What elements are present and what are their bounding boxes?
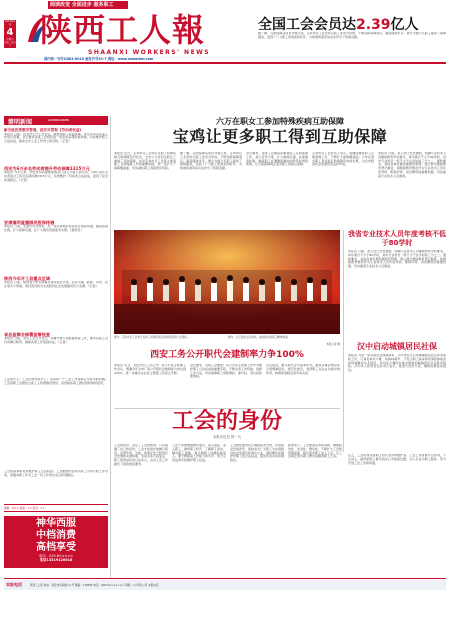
sidebar-item-body: 本报讯 日前，安康市出台政策，进一步完善城乡居民医疗保险待遇，提高报销比例，扩大保障范围，让广大群众得到更多实惠。（通讯员） [4,225,108,232]
bottom-col5: 总之，工会的身份是职工的代表者和维护者。工会工作者要牢记使命，不忘初心，始终把职工群众放在心中最高位置，全心全意为职工服务，努力开创工会工作新局面。 [348,454,446,465]
sidebar-item-title: 省总监察会部署监督检查 [4,332,51,337]
sidebar-item-title: 陕西今年开工县重点区域 [4,276,51,281]
sidebar-editor-line: 编辑：刘×× 美编：×× 校对：×× [4,504,108,512]
lead-kicker: 六万在职女工参加特殊疾病互助保障 [216,117,344,126]
right-story-1-headline: 我省专业技术人员年度考核不低于80学时 [348,230,446,247]
bottom-section-rule [114,408,340,409]
sidebar-lower-text: 工会是什么？工会的身份是什么？这是每一个工会工作者都应当思考的问题。工会是职工自愿结合的工人阶级群众组织，是党联系职工群众的桥梁和纽带。 [4,378,108,385]
mid-story-headline: 西安工务公开职代会建制率力争100% [150,350,304,360]
sidebar-item-body: 本报讯 今年以来，西安市劳动保障监察部门深入开展专项行动，为6万余名劳动者追讨工资及各项待遇1315万元，有效维护了劳动者合法权益，促进了社会和谐稳定。（记者） [4,171,108,182]
top-headline-body: 据了解，互助保障活动自开展以来，宝鸡市总工会坚持以职工需求为导向，不断创新保障项目，提高保障水平，累计为数万名职工提供了保障服务，受到了广大职工的欢迎和好评，为构建和谐劳动关系作出了积极贡献。 [258,32,446,39]
lead-story [114,116,446,147]
sidebar [4,116,108,578]
photo-caption-right: 图为：文艺演出活动现场，参加演出的职工精神饱满。 [228,336,291,339]
bottom-col1: 工会的身份，决定了工会的使命。只有明确了自己的身份，工会才能更好地履行职责，发挥作用。当前，我国正处于经济社会发展的关键时期，劳动关系日趋复杂，职工的利益诉求日益多元，这对工会工作提出了新的更高要求。 [114,444,168,466]
mid-body-col2: 会议要求，各级工会要把厂务公开民主管理工作作为维护职工合法权益的重要手段，不断完善工作机制，创新工作方法，切实保障职工的知情权、参与权、表达权和监督权。 [190,364,262,379]
photo-caption-left: 图为：宝鸡市总工会举行女职工特殊疾病互助保障签约仪式现场。 [114,336,190,339]
ad-line2: 中档消费 [36,530,76,541]
mid-body-col3: 会议指出，要以职代会为基本形式，推进企事业单位民主管理制度化、规范化建设，发挥职工在企业决策中的作用，构建和谐稳定的劳动关系。 [266,364,340,375]
lead-photo [114,230,340,334]
date-lunar: 农历二月初七 [4,40,16,48]
bottom-col3: 工会组织要坚持正确的政治方向，自觉接受党的领导，团结动员广大职工为实现经济社会发展目标建功立业，同时要切实维护好职工的合法权益，促进劳动关系和谐稳定。 [230,444,284,463]
masthead-en: SHAANXI WORKERS' NEWS [88,49,211,56]
lead-body-col2: 据了解，互助保障活动自开展以来，宝鸡市总工会坚持以职工需求为导向，不断创新保障项目，提高保障水平，累计为数万名职工提供了保障服务，受到了广大职工的欢迎和好评，为构建和谐劳动关系作出了积极贡献。 [180,152,242,171]
ad-phone: 电话：029-8××××× [38,554,74,558]
sidebar-divider [110,116,111,578]
sidebar-item-title: 西安为6万余名劳动者提升劳动保障1315万元 [4,166,90,171]
sidebar-item-2[interactable] [4,220,108,269]
sidebar-item-body: 本报讯 日前，省总工会召开会议，部署开展专项监督检查工作，要求各级工会切实履行职责，确保各项工作落到实处。（记者） [4,337,108,344]
mid-story [114,350,340,361]
lead-body-col5: 本报讯 日前，省人社厅发布通知，明确专业技术人员继续教育学时要求，每年累计不少于80学时，其中专业科目一般不少于总学时的三分之二。通知要求，各地各单位要加强组织管理，建立健全继续教育登记制度，将继续教育情况作为专业技术人员年度考核、职称评审、岗位聘用的重要依据，切实提高专业技术人员素质。 [378,152,446,178]
right-story-1-body: 本报讯 日前，省人社厅发布通知，明确专业技术人员继续教育学时要求，每年累计不少于80学时，其中专业科目一般不少于总学时的三分之二。通知要求，各地各单位要加强组织管理，建立健全继续教育登记制度，将继续教育情况作为专业技术人员年度考核、职称评审、岗位聘用的重要依据，切实提高专业技术人员素质。 [348,250,446,269]
date-day: 4 [6,26,14,38]
sidebar-item-4[interactable] [4,332,108,373]
sidebar-item-title: 新引进优秀教学管理、延安市贯彻《劳动者权益》 [4,128,84,132]
masthead-rule [4,62,446,64]
mid-body-col1: 本报讯 近日，西安市总工会召开厂务公开民主管理工作会议，明确今年全市厂务公开职代会建制率力争达到100%，进一步推动企业民主管理工作深入开展。 [114,364,186,375]
date-weekday: 星期六 [6,37,14,41]
lead-body-col1: 本报讯 近日，宝鸡市总工会举行女职工特殊疾病互助保障签约仪式，全市六万余名在职女工参加了互助保障，这是宝鸡市总工会深入推进职工互助保障工作的重要举措，进一步扩大了保障覆盖面，切实减轻职工因病致贫风险。 [114,152,176,171]
right-story-2-headline: 汉中启动城镇居民社保 [357,342,437,351]
sidebar-lower-text-2: 工会的基本职责是维护职工合法权益。工会要始终坚持以职工为中心的工作导向，把服务职工作为工会一切工作的出发点和落脚点。 [4,470,108,477]
date-box [4,20,16,48]
lead-headline: 宝鸡让更多职工得到互助保障 [172,127,388,146]
ad-line1: 神华西服 [36,518,76,529]
right-story-2 [348,342,446,450]
sidebar-item-1[interactable] [4,166,108,211]
bottom-story-byline: 本报评论员 郭一凡 [212,435,242,439]
bottom-story-headline: 工会的身份 [171,409,282,434]
date-year: 2017年3月 [5,20,15,27]
top-headline [258,14,419,34]
bottom-col2: 工会干部要增强群众观念，深入基层、深入职工，倾听职工呼声，了解职工需求，解决职工困难，真正做职工信赖的娘家人。要不断提高工作能力和水平，善于运用法律手段维护职工权益。 [172,444,226,463]
ad-line3: 高档享受 [36,542,76,553]
lead-body-col3: 会议要求，各级工会要高度重视职工互助保障工作，加大宣传力度，扩大参保范围，完善服务机制，确保职工在遭遇困难时能够及时得到帮助，让互助保障真正成为职工的贴心保障。 [246,152,308,167]
masthead-title: 陕西工人報 [40,11,206,49]
footer-text: 陕西工人报 地址：西安市东新街××号 邮编：710004 电话：029-8××××××× 印刷：××印务公司 本报电话 [30,584,159,587]
sidebar-item-body: 本报讯 日前，延安市召开工作会议，就推进职工权益保障、优化劳动关系等工作进行部署，会议要求各级工会组织进一步落实各项政策举措，切实维护职工合法权益，推动全市工会工作再上新台阶。（记者） [4,132,108,144]
top-slogan-bar [0,0,450,10]
bottom-col4: 新形势下，工会要深化改革创新，增强政治性、先进性、群众性，不断扩大工会组织覆盖面，吸引更多职工加入工会，让工会真正成为职工群众信赖的职工之家。 [288,444,342,459]
sidebar-item-0[interactable] [4,128,108,161]
ad-block[interactable] [4,516,108,568]
right-column-divider [343,230,344,452]
stage-performers-image [114,230,340,334]
sidebar-item-title: 安康福利直播园民医保待遇 [4,220,55,225]
footer-rule [4,578,446,579]
lead-body-col4: 宝鸡市总工会负责人表示，将继续推进职工互助保障工作，不断扩大保障覆盖面，力争让更多职工享受到互助保障带来的实惠，为全市经济社会发展营造良好环境。 [312,152,374,167]
top-slogan: 阅读改变 全面进步 服务职工 [50,2,114,8]
footer-label: 本报电话 [6,582,22,587]
top-headline-text: 全国工会会员达 [258,17,356,33]
top-headline-unit: 亿人 [390,17,419,33]
issue-line: 国内统一刊号CN61-0015 邮发代号51-7 网址：www.sxworker.com [44,57,154,61]
photo-credit: 本报记者 摄 [326,343,340,346]
footer [4,580,446,590]
top-headline-num: 2.39 [356,17,391,33]
masthead [0,10,450,62]
sidebar-section-header [4,116,108,125]
bottom-story-head [114,410,340,439]
ad-mobile: 电话13319120018 [39,558,73,562]
right-story-1 [348,230,446,338]
sidebar-section-tag: JIANMINGXINWEN [48,118,70,122]
sidebar-item-3[interactable] [4,276,108,325]
sidebar-item-body: 本报讯 日前，陕西省公布年度重点建设项目计划，涉及交通、能源、水利、民生等多个领域，项目建设将为全省经济社会发展提供有力支撑。（记者） [4,281,108,288]
right-story-2-body: 本报讯 为进一步完善社会保障体系，汉中市近日启动城镇居民社会养老保险工作，凡具有本市户籍、年满16周岁、不符合职工基本养老保险参保条件的城镇非从业居民，均可在户籍所在地自愿参加城镇居民社会养老保险。汉中市人社局有关负责人表示，将加大宣传力度，确保政策落实到位。 [348,354,446,373]
sidebar-section-title: 简明新闻 [8,119,33,126]
